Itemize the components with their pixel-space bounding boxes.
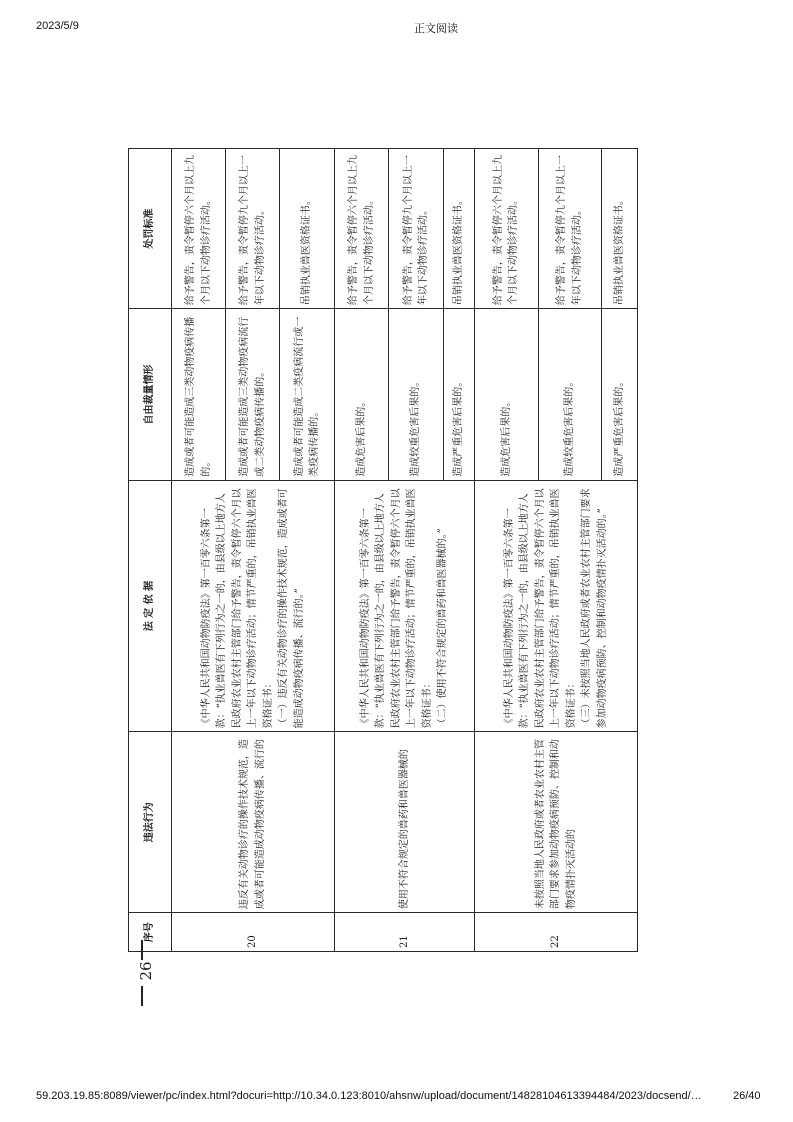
- row-circumstance: 造成危害后果的。: [334, 309, 389, 481]
- row-circumstance: 造成较重危害后果的。: [389, 309, 444, 481]
- row-basis: [475, 480, 638, 732]
- basis-paragraph: 《中华人民共和国动物防疫法》第一百零六条第一款：“执业兽医有下列行为之一的，由县级以上地方人民政府农业农村主管部门给予警告，责令暂停六个月以上一年以下动物诊疗活动；情节严重的，吊销执业兽医资格证书：: [200, 488, 274, 729]
- row-standard: 给予警告，责令暂停九个月以上一年以下动物诊疗活动。: [389, 149, 444, 309]
- page-number-rule-bottom: [141, 986, 143, 1006]
- row-standard: 吊销执业兽医资格证书。: [601, 149, 637, 309]
- row-circumstance: 造成或者可能造成二类疫病流行或一类疫病传播的。: [280, 309, 334, 481]
- row-standard: 吊销执业兽医资格证书。: [280, 149, 334, 309]
- basis-paragraph: （三）未按照当地人民政府或者农业农村主管部门要求参加动物疫病预防、控制和动物疫情扑灭活动的。”: [581, 488, 608, 729]
- print-date: 2023/5/9: [36, 20, 79, 32]
- table-row: [172, 149, 226, 952]
- row-standard: 给予警告，责令暂停九个月以上一年以下动物诊疗活动。: [226, 149, 280, 309]
- table-header-row: [129, 149, 172, 952]
- row-standard: 给予警告，责令暂停九个月以上一年以下动物诊疗活动。: [538, 149, 601, 309]
- basis-paragraph: 《中华人民共和国动物防疫法》第一百零六条第一款：“执业兽医有下列行为之一的，由县级以上地方人民政府农业农村主管部门给予警告，责令暂停六个月以上一年以下动物诊疗活动；情节严重的，吊销执业兽医资格证书：: [359, 488, 433, 729]
- row-circumstance: 造成严重危害后果的。: [444, 309, 475, 481]
- header-no: 序号: [129, 913, 172, 952]
- header-circumstance: 自由裁量情形: [129, 309, 172, 481]
- scan-page-number: [132, 960, 160, 982]
- basis-paragraph: （二）使用不符合规定的兽药和兽医器械的。”: [437, 528, 449, 729]
- scan-page-number-text: 26: [137, 961, 155, 981]
- row-circumstance: 造成严重危害后果的。: [601, 309, 637, 481]
- row-circumstance: 造成或者可能造成三类动物疫病流行或二类动物疫病传播的。: [226, 309, 280, 481]
- row-act: 未按照当地人民政府或者农业农村主管部门要求参加动物疫病预防、控制和动物疫情扑灭活动的: [475, 732, 638, 913]
- table-row: [475, 149, 538, 952]
- row-no: 22: [475, 913, 638, 952]
- header-basis: 法 定 依 据: [129, 480, 172, 732]
- row-circumstance: 造成危害后果的。: [475, 309, 538, 481]
- row-standard: 吊销执业兽医资格证书。: [444, 149, 475, 309]
- print-page-indicator: 26/40: [733, 1090, 761, 1102]
- table-row: [334, 149, 389, 952]
- basis-paragraph: 《中华人民共和国动物防疫法》第一百零六条第一款：“执业兽医有下列行为之一的，由县级以上地方人民政府农业农村主管部门给予警告，责令暂停六个月以上一年以下动物诊疗活动；情节严重的，吊销执业兽医资格证书：: [503, 488, 577, 729]
- row-no: 20: [172, 913, 335, 952]
- row-act: 使用不符合规定的兽药和兽医器械的: [334, 732, 474, 913]
- row-act: 违反有关动物诊疗的操作技术规范，造成或者可能造成动物疫病传播、流行的: [172, 732, 335, 913]
- row-standard: 给予警告，责令暂停六个月以上九个月以下动物诊疗活动。: [334, 149, 389, 309]
- row-circumstance: 造成较重危害后果的。: [538, 309, 601, 481]
- rotated-table-container: [128, 148, 638, 952]
- row-basis: [334, 480, 474, 732]
- row-basis: [172, 480, 335, 732]
- penalty-table: [128, 148, 638, 952]
- basis-paragraph: （一）违反有关动物诊疗的操作技术规范，造成或者可能造成动物疫病传播、流行的。”: [278, 488, 305, 729]
- header-act: 违法行为: [129, 732, 172, 913]
- row-standard: 给予警告，责令暂停六个月以上九个月以下动物诊疗活动。: [475, 149, 538, 309]
- row-standard: 给予警告，责令暂停六个月以上九个月以下动物诊疗活动。: [172, 149, 226, 309]
- print-url: 59.203.19.85:8089/viewer/pc/index.html?docuri=http://10.34.0.123:8010/ahsnw/upload/document/14828104613394484/2023/docsend/…: [36, 1090, 702, 1102]
- row-circumstance: 造成或者可能造成三类动物疫病传播的。: [172, 309, 226, 481]
- print-title: 正文阅读: [414, 23, 458, 35]
- header-standard: 处罚标准: [129, 149, 172, 309]
- row-no: 21: [334, 913, 474, 952]
